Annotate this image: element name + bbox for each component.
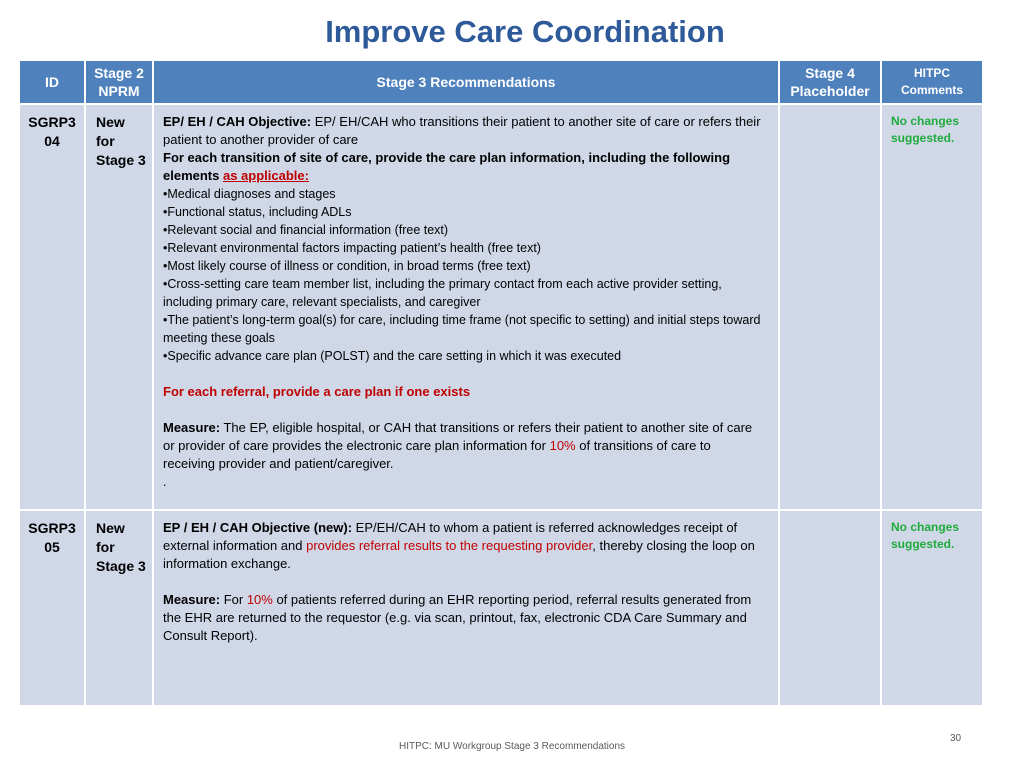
- page-number: 30: [950, 733, 962, 744]
- row-stage2: New for Stage 3: [85, 510, 153, 706]
- header-hitpc: HITPC Comments: [881, 60, 983, 104]
- footer-text: HITPC: MU Workgroup Stage 3 Recommendations: [398, 741, 625, 752]
- row-hitpc-comment: No changes suggested.: [881, 510, 983, 706]
- measure-percent: 10%: [549, 438, 576, 453]
- care-plan-requirement: [163, 149, 766, 185]
- objective-label: EP/ EH / CAH Objective:: [163, 114, 312, 129]
- row-recommendation: [153, 510, 779, 706]
- objective-text: EP/EH/CAH to whom a patient is referred acknowledges receipt of external information and: [163, 520, 738, 553]
- objective: [163, 113, 766, 149]
- measure-text-end: of patients referred during an EHR reporting period, referral results generated from the EHR are returned to the requestor (e.g. via scan, printout, fax, electronic CDA Care Summary and Consult Report).: [163, 592, 752, 643]
- row-recommendation: [153, 104, 779, 510]
- table-header-row: [19, 60, 983, 104]
- trailing-dot: .: [163, 475, 167, 489]
- bullet-item: •Relevant social and financial information (free text): [163, 223, 449, 237]
- care-plan-text: For each transition of site of care, provide the care plan information, including the following elements: [163, 150, 731, 183]
- objective-text: EP/ EH/CAH who transitions their patient to another site of care or refers their patient to another provider of care: [163, 114, 761, 147]
- bullet-item: •The patient’s long-term goal(s) for care, including time frame (not specific to setting) and initial steps toward meeting these goals: [163, 313, 761, 345]
- measure-text: For: [220, 592, 247, 607]
- header-stage3: Stage 3 Recommendations: [153, 60, 779, 104]
- row-stage4: [779, 510, 881, 706]
- table-row: [19, 104, 983, 510]
- bullet-item: •Cross-setting care team member list, including the primary contact from each active provider setting, including primary care, relevant specialists, and caregiver: [163, 277, 722, 309]
- bullet-item: •Medical diagnoses and stages: [163, 187, 336, 201]
- bullet-item: •Most likely course of illness or condition, in broad terms (free text): [163, 259, 531, 273]
- bullet-item: •Specific advance care plan (POLST) and the care setting in which it was executed: [163, 349, 622, 363]
- measure-text-end: of transitions of care to receiving provider and patient/caregiver.: [163, 438, 711, 471]
- measure: [163, 591, 766, 645]
- as-applicable-text: as applicable:: [222, 168, 309, 183]
- measure-label: Measure:: [163, 420, 221, 435]
- row-id: SGRP3 04: [19, 104, 85, 510]
- row-stage2: New for Stage 3: [85, 104, 153, 510]
- bullet-item: •Functional status, including ADLs: [163, 205, 352, 219]
- measure-percent: 10%: [246, 592, 273, 607]
- header-stage4: Stage 4 Placeholder: [779, 60, 881, 104]
- header-stage2: Stage 2 NPRM: [85, 60, 153, 104]
- bullet-item: •Relevant environmental factors impacting patient’s health (free text): [163, 241, 541, 255]
- header-id: ID: [19, 60, 85, 104]
- measure-text: The EP, eligible hospital, or CAH that transitions or refers their patient to another site of care or provider of care provides the electronic care plan information for: [163, 420, 753, 453]
- row-stage4: [779, 104, 881, 510]
- table-row: [19, 510, 983, 706]
- row-id: SGRP3 05: [19, 510, 85, 706]
- objective: [163, 519, 766, 573]
- measure-label: Measure:: [163, 592, 221, 607]
- row-hitpc-comment: No changes suggested.: [881, 104, 983, 510]
- objective-highlight: provides referral results to the requesting provider: [306, 538, 593, 553]
- recommendations-table: [18, 59, 984, 707]
- page-title: Improve Care Coordination: [325, 14, 725, 49]
- measure: [163, 419, 766, 473]
- referral-requirement: For each referral, provide a care plan if one exists: [163, 384, 471, 399]
- objective-label: EP / EH / CAH Objective (new):: [163, 520, 353, 535]
- objective-text-end: , thereby closing the loop on information exchange.: [163, 538, 755, 571]
